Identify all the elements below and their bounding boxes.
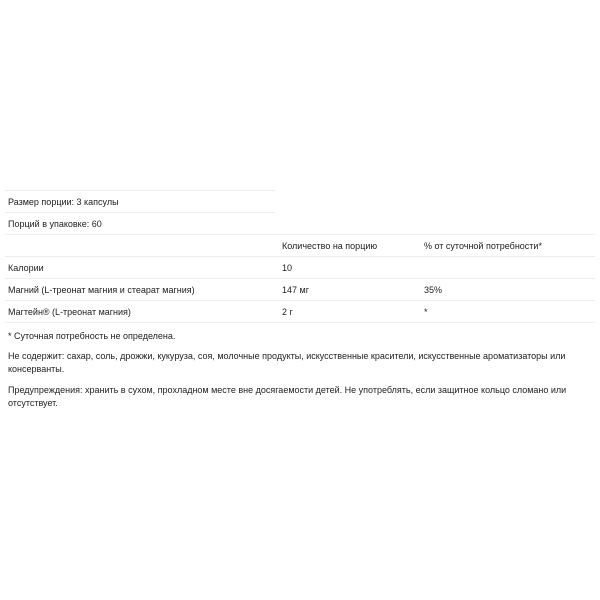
header-amount: Количество на порцию: [282, 241, 378, 251]
table-header: [5, 235, 595, 257]
nutrient-dv: *: [424, 307, 428, 317]
nutrient-name: Магтейн® (L-треонат магния): [8, 307, 131, 317]
servings-row: [5, 213, 595, 235]
nutrient-amount: 10: [282, 263, 293, 273]
table-row: [5, 257, 595, 279]
nutrient-amount: 147 мг: [282, 285, 309, 295]
nutrient-dv: 35%: [424, 285, 443, 295]
table-row: [5, 279, 595, 301]
footnote: * Суточная потребность не определена.: [8, 331, 176, 341]
warnings: Предупреждения: хранить в сухом, прохладном месте вне досягаемости детей. Не употреблять, если защитное кольцо сломано или отсутствует.: [8, 385, 567, 408]
serving-size-row: [5, 191, 275, 213]
serving-size: Размер порции: 3 капсулы: [8, 197, 119, 207]
servings-per-container: Порций в упаковке: 60: [8, 219, 102, 229]
table-row: [5, 301, 595, 323]
nutrient-name: Магний (L-треонат магния и стеарат магния): [8, 285, 195, 295]
header-daily-value: % от суточной потребности*: [424, 241, 542, 251]
nutrient-amount: 2 г: [282, 307, 293, 317]
nutrient-name: Калории: [8, 263, 44, 273]
free-of-statement: Не содержит: сахар, соль, дрожжи, кукуруза, соя, молочные продукты, искусственные красители, искусственные ароматизаторы или консерванты.: [8, 351, 566, 374]
